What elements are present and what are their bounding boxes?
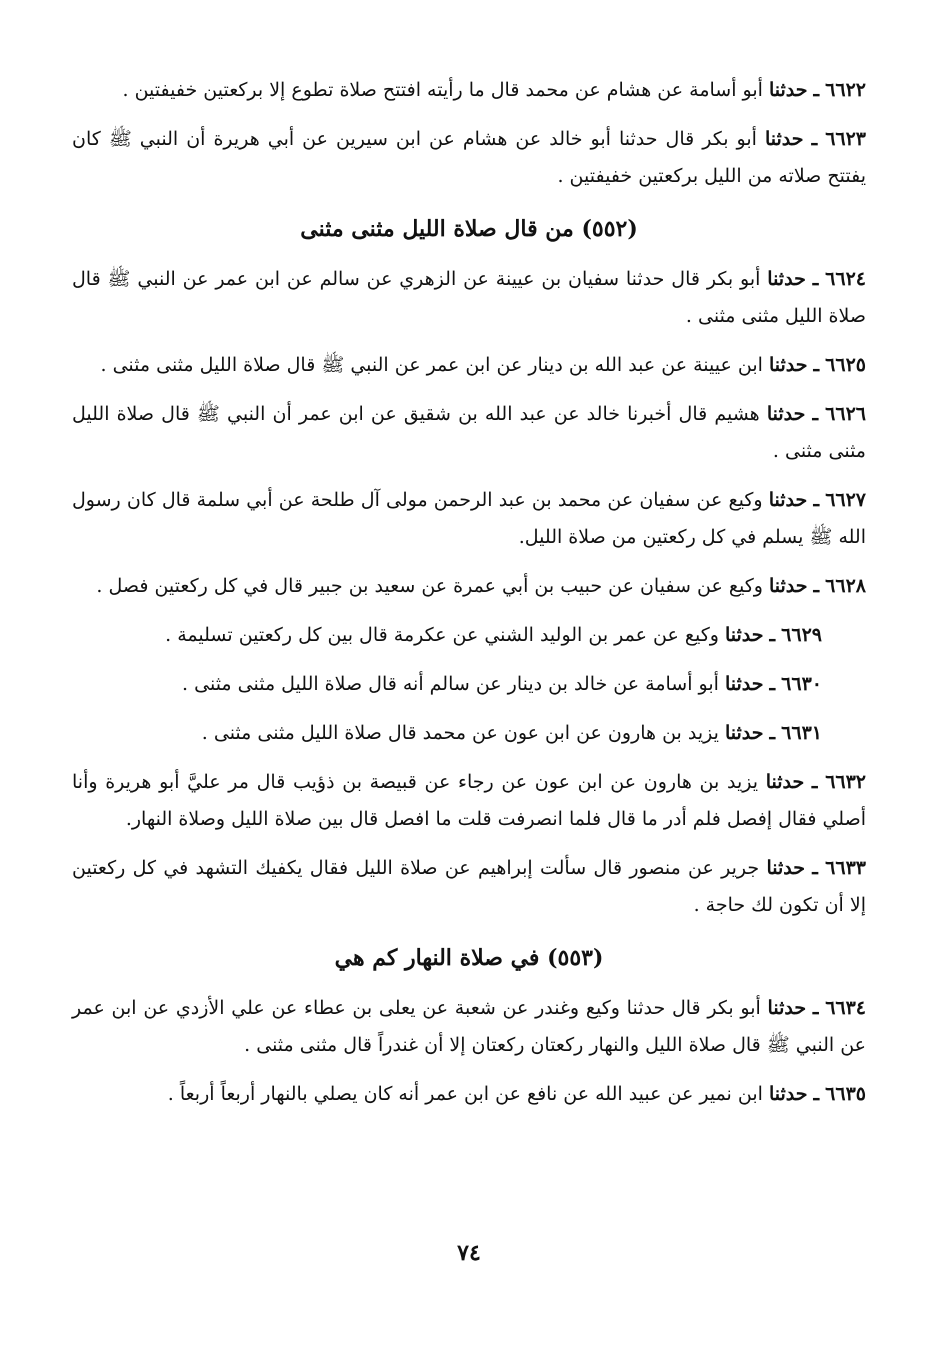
hadith-paragraph xyxy=(72,396,866,470)
dash-separator: ـ xyxy=(813,575,820,597)
hadith-paragraph xyxy=(72,347,866,384)
hadith-text: وكيع عن سفيان عن محمد بن عبد الرحمن مولى آل طلحة عن أبي سلمة قال كان رسول الله ﷺ يسلم في كل ركعتين من صلاة الليل. xyxy=(72,489,866,548)
hadith-number: ٦٦٢٨ xyxy=(825,575,866,597)
hadith-lead-word: حدثنا xyxy=(768,79,808,101)
hadith-number: ٦٦٣٤ xyxy=(825,997,867,1019)
dash-separator: ـ xyxy=(769,722,776,744)
hadith-number: ٦٦٣٢ xyxy=(825,771,867,793)
hadith-lead-word: حدثنا xyxy=(724,673,764,695)
hadith-text: ابن عيينة عن عبد الله بن دينار عن ابن عمر عن النبي ﷺ قال صلاة الليل مثنى مثنى . xyxy=(100,354,763,376)
hadith-lead-word: حدثنا xyxy=(768,1083,808,1105)
hadith-lead-word: حدثنا xyxy=(765,771,805,793)
hadith-paragraph xyxy=(72,1076,866,1113)
dash-separator: ـ xyxy=(812,268,819,290)
hadith-text: يزيد بن هارون عن ابن عون عن محمد قال صلاة الليل مثنى مثنى . xyxy=(201,722,719,744)
hadith-number: ٦٦٣٠ xyxy=(781,673,822,695)
hadith-number: ٦٦٢٤ xyxy=(825,268,866,290)
hadith-number: ٦٦٣١ xyxy=(781,722,822,744)
hadith-paragraph xyxy=(72,666,866,703)
dash-separator: ـ xyxy=(813,1083,820,1105)
hadith-number: ٦٦٣٥ xyxy=(825,1083,866,1105)
hadith-lead-word: حدثنا xyxy=(767,997,807,1019)
hadith-text: وكيع عن سفيان عن حبيب بن أبي عمرة عن سعيد بن جبير قال في كل ركعتين فصل . xyxy=(96,575,763,597)
dash-separator: ـ xyxy=(811,771,818,793)
dash-separator: ـ xyxy=(812,857,818,879)
hadith-paragraph xyxy=(72,617,866,654)
dash-separator: ـ xyxy=(769,673,776,695)
dash-separator: ـ xyxy=(769,624,776,646)
hadith-text: ابن نمير عن عبيد الله عن نافع عن ابن عمر أنه كان يصلي بالنهار أربعاً أربعاً . xyxy=(167,1083,763,1105)
hadith-lead-word: حدثنا xyxy=(766,403,806,425)
hadith-paragraph xyxy=(72,715,866,752)
hadith-lead-word: حدثنا xyxy=(766,857,805,879)
dash-separator: ـ xyxy=(813,79,820,101)
hadith-paragraph xyxy=(72,72,866,109)
hadith-number: ٦٦٢٧ xyxy=(825,489,867,511)
hadith-paragraph xyxy=(72,990,866,1064)
hadith-number: ٦٦٢٦ xyxy=(825,403,866,425)
hadith-paragraph xyxy=(72,764,866,838)
hadith-text: يزيد بن هارون عن ابن عون عن رجاء عن قبيصة بن ذؤيب قال مر عليَّ أبو هريرة وأنا أصلي فقال إفصل فلم أدر ما قال فلما انصرفت قلت ما افصل قال بين صلاة الليل وصلاة النهار. xyxy=(72,771,866,830)
hadith-paragraph xyxy=(72,261,866,335)
hadith-lead-word: حدثنا xyxy=(768,354,808,376)
hadith-lead-word: حدثنا xyxy=(768,575,808,597)
hadith-lead-word: حدثنا xyxy=(724,722,764,744)
hadith-paragraph xyxy=(72,121,866,195)
hadith-text: هشيم قال أخبرنا خالد عن عبد الله بن شقيق عن ابن عمر أن النبي ﷺ قال صلاة الليل مثنى مثنى . xyxy=(72,403,866,462)
hadith-text: جرير عن منصور قال سألت إبراهيم عن صلاة الليل فقال يكفيك التشهد في كل ركعتين إلا أن تكون لك حاجة . xyxy=(72,857,866,916)
hadith-lead-word: حدثنا xyxy=(767,268,806,290)
chapter-heading: (٥٥٢) من قال صلاة الليل مثنى مثنى xyxy=(300,216,638,242)
dash-separator: ـ xyxy=(812,403,819,425)
dash-separator: ـ xyxy=(812,997,819,1019)
hadith-lead-word: حدثنا xyxy=(764,128,804,150)
hadith-number: ٦٦٢٩ xyxy=(781,624,822,646)
dash-separator: ـ xyxy=(811,128,818,150)
hadith-number: ٦٦٢٣ xyxy=(825,128,867,150)
hadith-text: وكيع عن عمر بن الوليد الشني عن عكرمة قال بين كل ركعتين تسليمة . xyxy=(165,624,719,646)
hadith-lead-word: حدثنا xyxy=(724,624,764,646)
page-number: ٧٤ xyxy=(457,1240,481,1266)
hadith-number: ٦٦٢٥ xyxy=(825,354,866,376)
dash-separator: ـ xyxy=(813,489,820,511)
hadith-text: أبو أسامة عن خالد بن دينار عن سالم أنه قال صلاة الليل مثنى مثنى . xyxy=(182,673,719,695)
hadith-number: ٦٦٢٢ xyxy=(825,79,866,101)
hadith-number: ٦٦٣٣ xyxy=(825,857,866,879)
hadith-text: أبو بكر قال حدثنا أبو خالد عن هشام عن ابن سيرين عن أبي هريرة أن النبي ﷺ كان يفتتح صلاته من الليل بركعتين خفيفتين . xyxy=(72,128,866,187)
hadith-paragraph xyxy=(72,482,866,556)
hadith-paragraph xyxy=(72,568,866,605)
dash-separator: ـ xyxy=(813,354,820,376)
hadith-lead-word: حدثنا xyxy=(768,489,808,511)
chapter-heading: (٥٥٣) في صلاة النهار كم هي xyxy=(334,945,604,971)
hadith-text: أبو بكر قال حدثنا وكيع وغندر عن شعبة عن يعلى بن عطاء عن علي الأزدي عن ابن عمر عن النبي ﷺ قال صلاة الليل والنهار ركعتان ركعتان إلا أن غندراً قال مثنى مثنى . xyxy=(72,997,866,1056)
hadith-text: أبو أسامة عن هشام عن محمد قال ما رأيته افتتح صلاة تطوع إلا بركعتين خفيفتين . xyxy=(122,79,763,101)
hadith-text: أبو بكر قال حدثنا سفيان بن عيينة عن الزهري عن سالم عن ابن عمر عن النبي ﷺ قال صلاة الليل مثنى مثنى . xyxy=(72,268,866,327)
hadith-paragraph xyxy=(72,850,866,924)
